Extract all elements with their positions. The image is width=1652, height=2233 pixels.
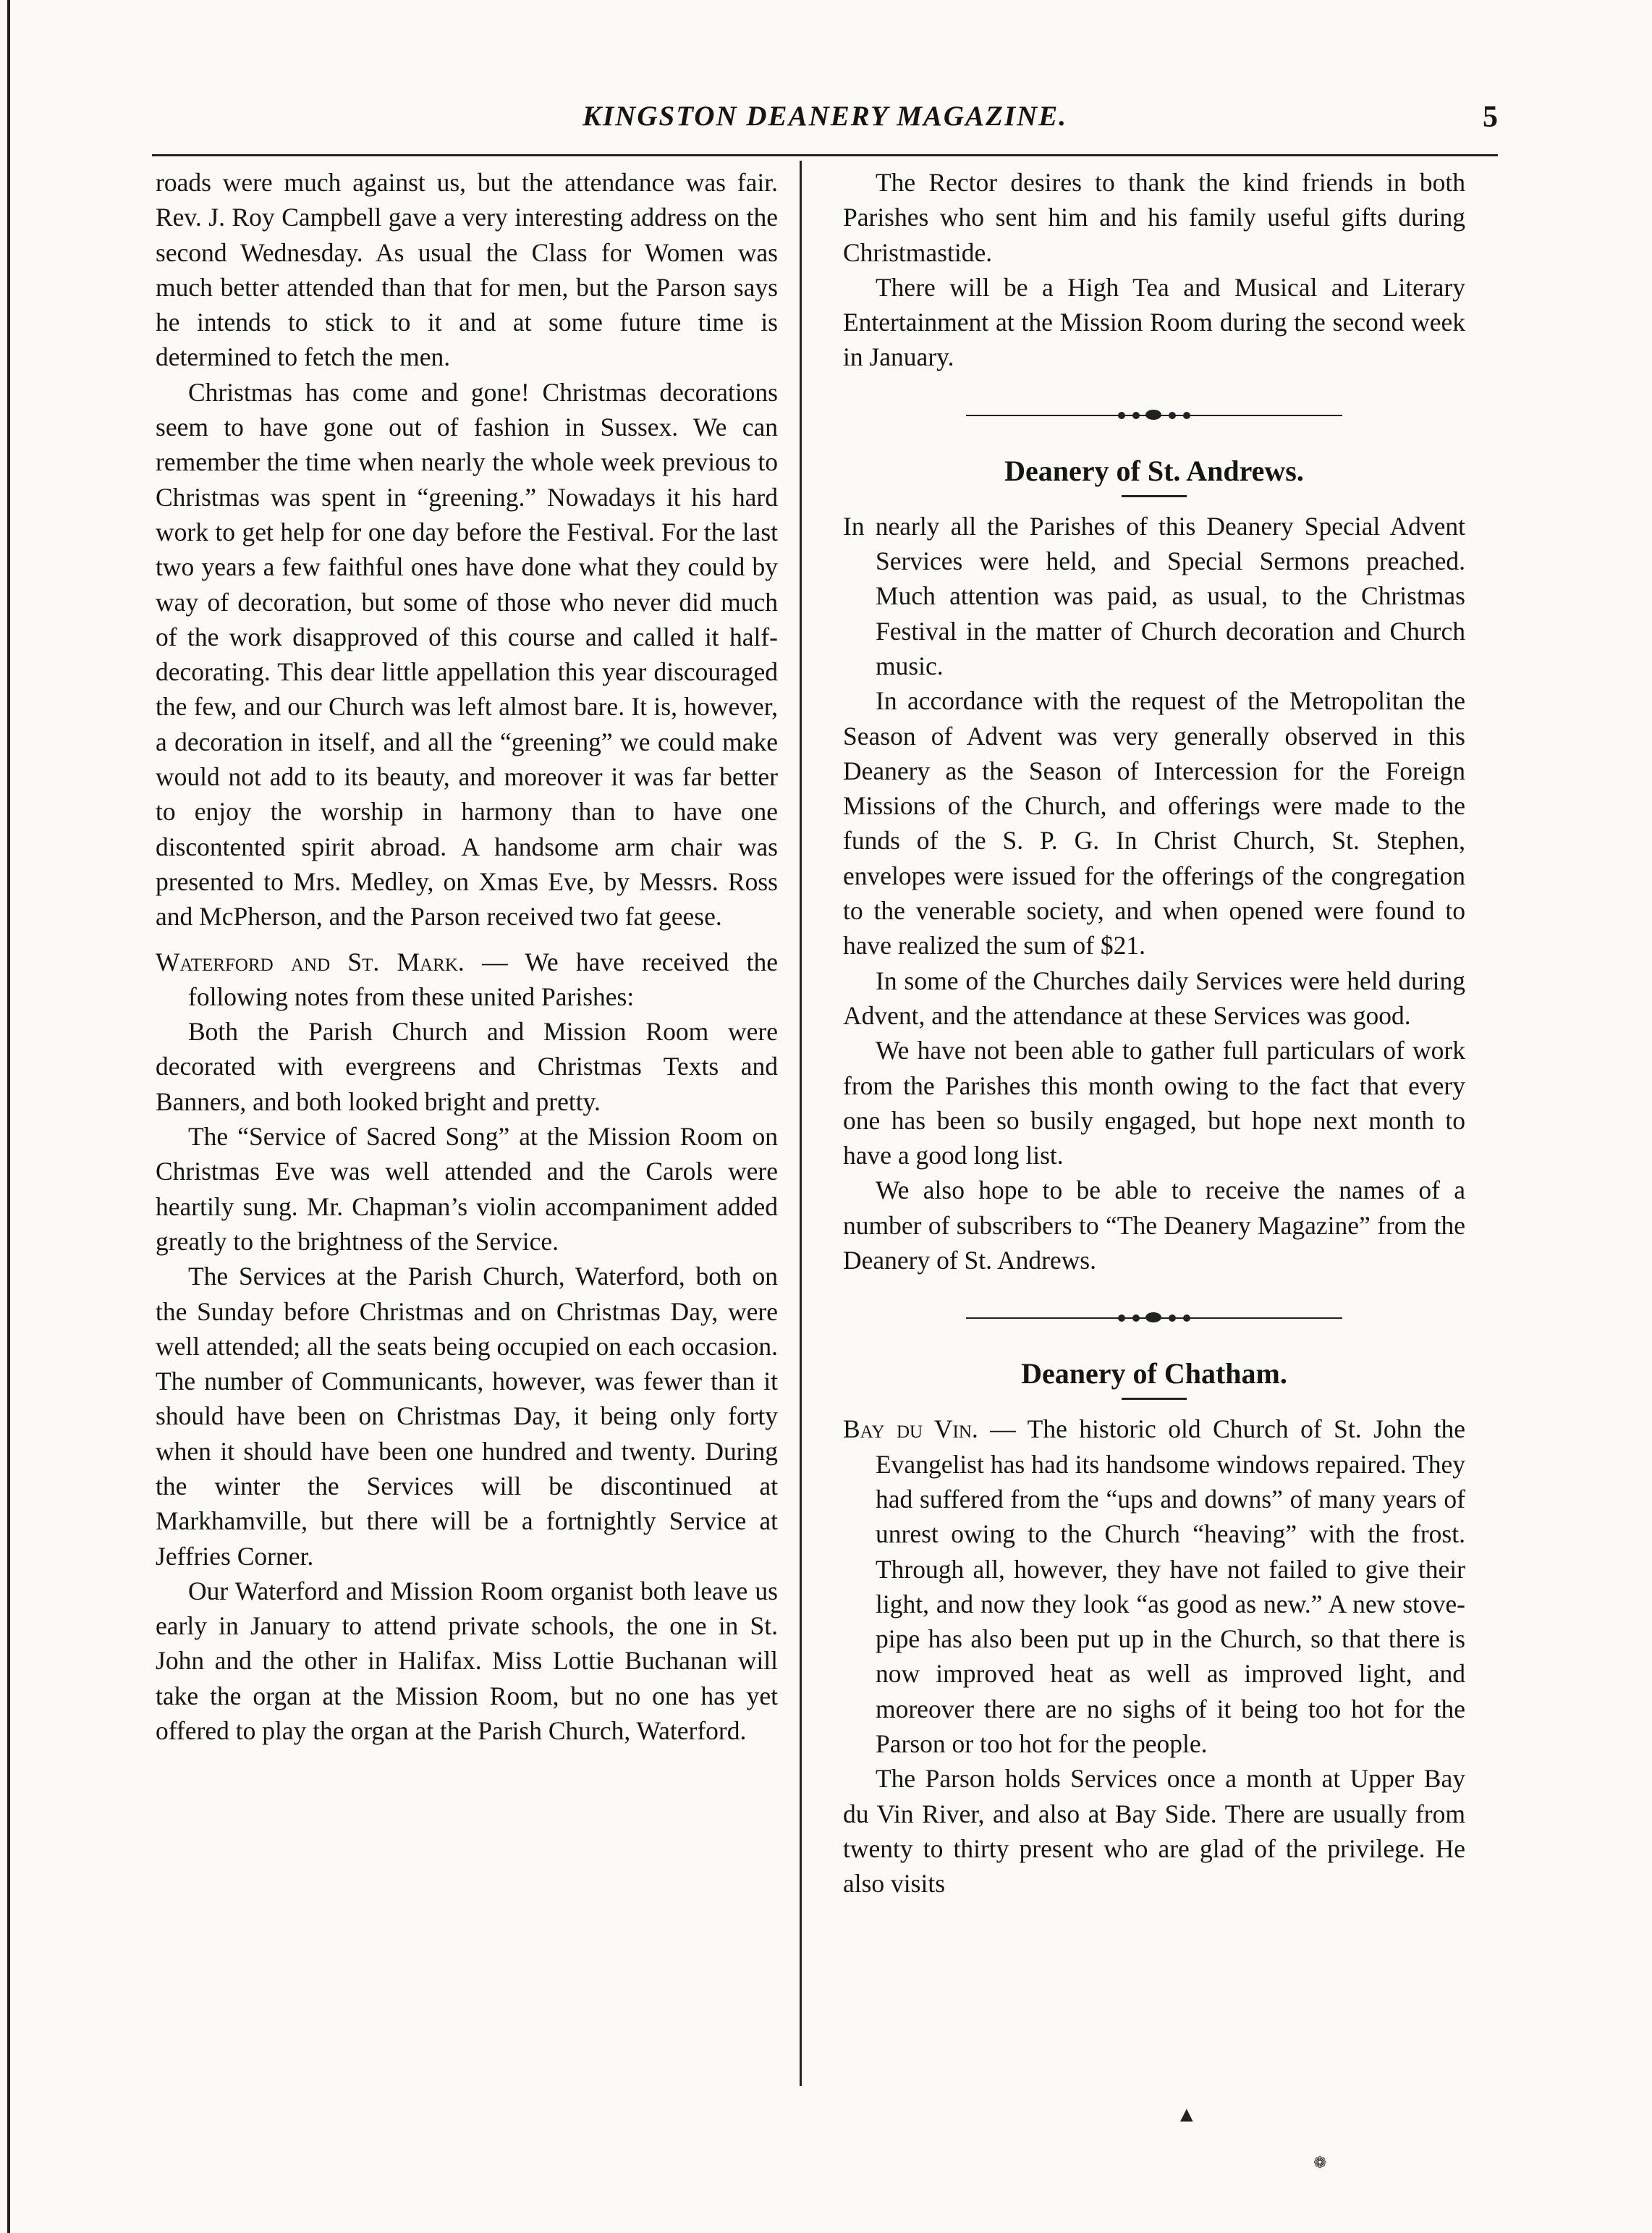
left-column — [156, 165, 778, 1748]
printer-mark-icon: ▲ — [1176, 2103, 1198, 2127]
title-underline — [1122, 495, 1187, 497]
paragraph: The Parson holds Services once a month at Upper Bay du Vin River, and also at Bay Side. There are usually from twenty to thirty present who are glad of the privilege. He also visits — [843, 1764, 1465, 1899]
paragraph: Christmas has come and gone! Christmas decorations seem to have gone out of fashion in Sussex. We can remember the time when nearly the whole week previous to Christmas was spent in “greening.” Nowadays it his hard work to get help for one day before the Festival. For the last two years a few faithful ones have done what they could by way of decoration, but some of those who never did much of the work disapproved of this course and called it half-decorating. This dear little appellation this year discouraged the few, and our Church was left almost bare. It is, however, a decoration in itself, and all the “greening” we could make would not add to its beauty, and moreover it was far better to enjoy the worship in harmony than to have one discontented spirit abroad. A handsome arm chair was presented to Mrs. Medley, on Xmas Eve, by Messrs. Ross and McPherson, and the Parson received two fat geese. — [156, 377, 778, 932]
paragraph: In some of the Churches daily Services were held during Advent, and the attendance at these Services was good. — [843, 966, 1465, 1030]
section-ornament — [966, 1312, 1342, 1324]
paragraph: Both the Parish Church and Mission Room were decorated with evergreens and Christmas Texts and Banners, and both looked bright and pretty. — [156, 1017, 778, 1116]
paragraph: roads were much against us, but the attendance was fair. Rev. J. Roy Campbell gave a very interesting address on the second Wednesday. As usual the Class for Women was much better attended than that for men, but the Parson says he intends to stick to it and at some future time is determined to fetch the men. — [156, 168, 778, 372]
paragraph-text: — We have received the following notes from these united Parishes: — [188, 947, 779, 1011]
paragraph: In accordance with the request of the Metropolitan the Season of Advent was very generally observed in this Deanery as the Season of Intercession for the Foreign Missions of the Church, and offerings were made to the funds of the S. P. G. In Christ Church, St. Stephen, envelopes were issued for the offerings of the congregation to the venerable society, and when opened were found to have realized the sum of $21. — [843, 686, 1465, 961]
column-divider — [800, 161, 802, 2086]
paragraph: There will be a High Tea and Musical and Literary Entertainment at the Mission Room during the second week in January. — [843, 272, 1465, 372]
header-rule — [152, 154, 1498, 156]
section-ornament — [966, 410, 1342, 421]
run-in-heading: Waterford and St. Mark. — [156, 947, 465, 976]
paragraph: In nearly all the Parishes of this Deanery Special Advent Services were held, and Special Sermons preached. Much attention was paid, as usual, to the Christmas Festival in the matter of Church decoration and Church music. — [843, 511, 1465, 680]
paragraph-bay-du-vin — [843, 1411, 1465, 1761]
paragraph-text: — The historic old Church of St. John the Evangelist has had its handsome windows repaired. They had suffered from the “ups and downs” of many years of unrest owing to the Church “heaving” with the frost. Through all, however, they have not failed to give their light, and now they look “as good as new.” A new stove-pipe has also been put up in the Church, so that there is now improved heat as well as improved light, and moreover there are no sighs of it being too hot for the Parson or too hot for the people. — [876, 1414, 1466, 1758]
page-edge-rule — [7, 0, 10, 2233]
paragraph-waterford — [156, 945, 778, 1015]
paragraph: We have not been able to gather full particulars of work from the Parishes this month owing to the fact that every one has been so busily engaged, but hope next month to have a good long list. — [843, 1036, 1465, 1170]
run-in-heading: Bay du Vin. — [843, 1414, 978, 1444]
section-title-st-andrews: Deanery of St. Andrews. — [1004, 454, 1304, 487]
title-underline — [1122, 1398, 1187, 1400]
paragraph: The Services at the Parish Church, Waterford, both on the Sunday before Christmas and on Christmas Day, were well attended; all the seats being occupied on each occasion. The number of Communicants, however, was fewer than it should have been on Christmas Day, it being only forty when it should have been one hundred and twenty. During the winter the Services will be discontinued at Markhamville, but there will be a fortnightly Service at Jeffries Corner. — [156, 1262, 778, 1571]
paragraph: We also hope to be able to receive the names of a number of subscribers to “The Deanery Magazine” from the Deanery of St. Andrews. — [843, 1175, 1465, 1275]
running-header — [152, 100, 1498, 151]
paragraph: Our Waterford and Mission Room organist both leave us early in January to attend private schools, the one in St. John and the other in Halifax. Miss Lottie Buchanan will take the organ at the Mission Room, but no one has yet offered to play the organ at the Parish Church, Waterford. — [156, 1576, 778, 1746]
paragraph: The Rector desires to thank the kind friends in both Parishes who sent him and his family useful gifts during Christmastide. — [843, 168, 1465, 267]
section-title-chatham: Deanery of Chatham. — [1021, 1357, 1287, 1390]
running-title: KINGSTON DEANERY MAGAZINE. — [582, 101, 1067, 132]
paragraph: The “Service of Sacred Song” at the Mission Room on Christmas Eve was well attended and the Carols were heartily sung. Mr. Chapman’s violin accompaniment added greatly to the brightness of the Service. — [156, 1122, 778, 1256]
ink-smudge-icon: ❁ — [1313, 2153, 1327, 2171]
page-number: 5 — [1483, 101, 1498, 134]
right-column — [843, 165, 1465, 1901]
